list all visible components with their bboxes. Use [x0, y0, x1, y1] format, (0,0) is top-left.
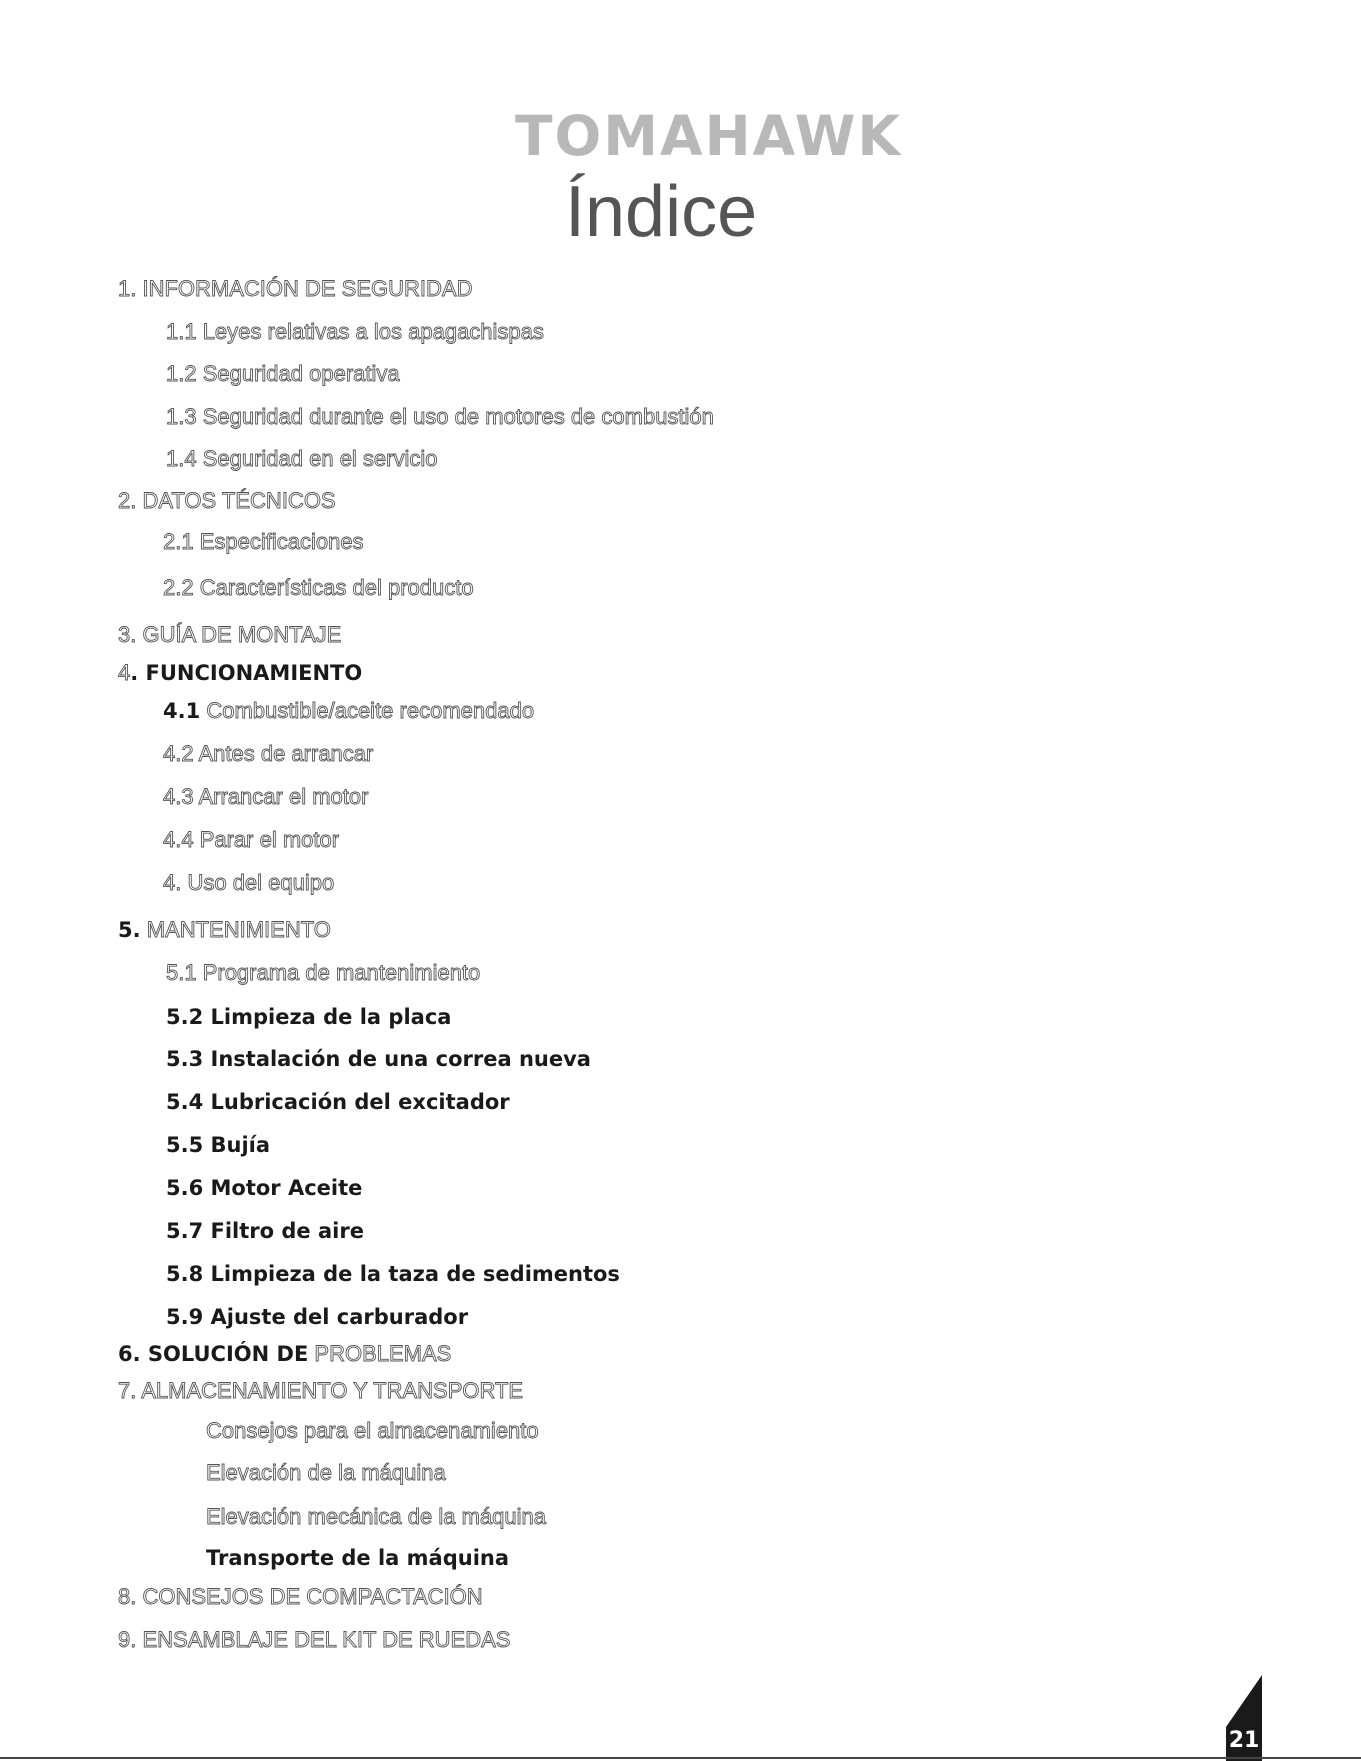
footer-rule — [0, 1757, 1361, 1759]
page-title: Índice — [565, 172, 758, 252]
toc-section-5-label: MANTENIMIENTO — [140, 917, 331, 942]
toc-section-4 — [118, 660, 362, 686]
toc-item-5-8: 5.8 Limpieza de la taza de sedimentos — [166, 1262, 620, 1286]
toc-item-4-3: 4.3 Arrancar el motor — [163, 784, 369, 809]
toc-item-5-3: 5.3 Instalación de una correa nueva — [166, 1047, 591, 1071]
toc-item-5-4: 5.4 Lubricación del excitador — [166, 1090, 510, 1114]
toc-section-7: 7. ALMACENAMIENTO Y TRANSPORTE — [118, 1378, 524, 1403]
toc-section-1: 1. INFORMACIÓN DE SEGURIDAD — [118, 276, 473, 301]
toc-item-5-7: 5.7 Filtro de aire — [166, 1219, 364, 1243]
toc-item-4-1-label: Combustible/aceite recomendado — [200, 698, 535, 723]
toc-section-6 — [118, 1341, 451, 1367]
brand-logo: TOMAHAWK — [515, 104, 902, 168]
toc-section-6-label: 6. SOLUCIÓN DE — [118, 1342, 309, 1366]
toc-item-1-1: 1.1 Leyes relativas a los apagachispas — [166, 319, 544, 344]
toc-section-6-label-rest: PROBLEMAS — [308, 1341, 452, 1366]
toc-item-1-3: 1.3 Seguridad durante el uso de motores de combustión — [166, 404, 714, 429]
toc-section-5-number: 5. — [118, 918, 141, 942]
toc-item-7-d: Transporte de la máquina — [206, 1546, 510, 1570]
page-number: 21 — [1228, 1728, 1260, 1753]
toc-section-4-label: . FUNCIONAMIENTO — [130, 661, 363, 685]
toc-item-5-2: 5.2 Limpieza de la placa — [166, 1005, 452, 1029]
toc-section-9: 9. ENSAMBLAJE DEL KIT DE RUEDAS — [118, 1627, 511, 1652]
toc-item-7-a: Consejos para el almacenamiento — [206, 1418, 539, 1443]
toc-item-5-5: 5.5 Bujía — [166, 1133, 271, 1157]
toc-item-4-2: 4.2 Antes de arrancar — [163, 741, 374, 766]
toc-section-8: 8. CONSEJOS DE COMPACTACIÓN — [118, 1584, 483, 1609]
toc-section-2: 2. DATOS TÉCNICOS — [118, 488, 336, 513]
toc-item-4-5: 4. Uso del equipo — [163, 870, 335, 895]
toc-item-1-4: 1.4 Seguridad en el servicio — [166, 446, 438, 471]
toc-item-4-1 — [163, 698, 534, 724]
toc-item-2-2: 2.2 Características del producto — [163, 575, 474, 600]
toc-item-7-b: Elevación de la máquina — [206, 1460, 446, 1485]
toc-item-5-6: 5.6 Motor Aceite — [166, 1176, 363, 1200]
toc-section-5 — [118, 917, 331, 943]
toc-item-1-2: 1.2 Seguridad operativa — [166, 361, 400, 386]
toc-item-5-1: 5.1 Programa de mantenimiento — [166, 960, 481, 985]
toc-item-4-1-number: 4.1 — [163, 699, 201, 723]
toc-item-7-c: Elevación mecánica de la máquina — [206, 1504, 546, 1529]
toc-section-3: 3. GUÍA DE MONTAJE — [118, 622, 342, 647]
toc-item-5-9: 5.9 Ajuste del carburador — [166, 1305, 469, 1329]
toc-item-4-4: 4.4 Parar el motor — [163, 827, 340, 852]
toc-section-4-number: 4 — [118, 660, 131, 685]
toc-item-2-1: 2.1 Especificaciones — [163, 529, 364, 554]
